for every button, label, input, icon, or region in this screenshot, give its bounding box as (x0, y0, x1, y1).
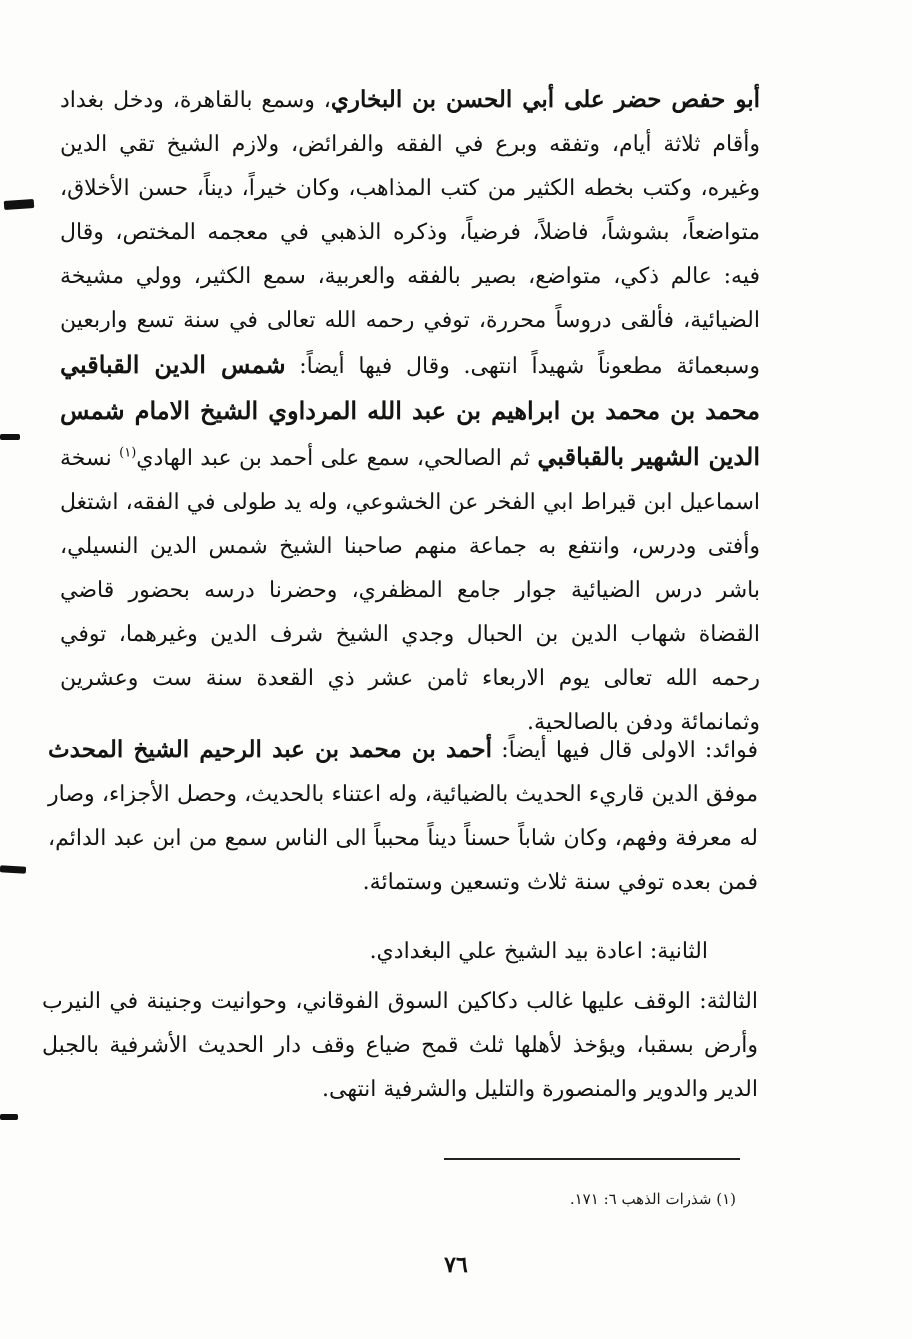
page-number: ٧٦ (444, 1252, 468, 1278)
margin-ink-mark (0, 865, 26, 873)
name-abu-hafs: أبو حفص حضر على أبي الحسن بن البخاري (330, 86, 760, 113)
paragraph-text: الثالثة: الوقف عليها غالب دكاكين السوق الفوقاني، وحوانيت وجنينة في النيرب وأرض بسقبا، ويؤخذ لأهلها ثلث قمح ضياع وقف دار الحديث الأشرفية بالجبل الدير والدوير والمنصورة والتليل والشرفية انتهى. (42, 989, 758, 1102)
paragraph-text: فوائد: الاولى قال فيها أيضاً: (492, 738, 758, 763)
paragraph-text: موفق الدين قاريء الحديث بالضيائية، وله اعتناء بالحديث، وحصل الأجزاء، وصار له معرفة وفهم، وكان شاباً حسناً ديناً محبباً الى الناس سمع من ابن عبد الدائم، فمن بعده توفي سنة ثلاث وتسعين وستمائة. (48, 782, 758, 895)
footnote: (١) شذرات الذهب ٦: ١٧١. (569, 1190, 736, 1208)
paragraph-fawaid-third (42, 980, 758, 1112)
footnote-divider (444, 1158, 740, 1160)
paragraph-fawaid-second (48, 930, 708, 974)
paragraph-text: ثم الصالحي، سمع على أحمد بن عبد الهادي (136, 446, 538, 471)
full-name-muhammad-al-mardawi: محمد بن محمد بن ابراهيم بن عبد الله المرداوي الشيخ الامام شمس الدين الشهير بالقباقبي (60, 396, 760, 471)
paragraph-text: الثانية: اعادة بيد الشيخ علي البغدادي. (369, 939, 708, 964)
name-shams-al-din-al-qabaqibi: شمس الدين القباقبي (60, 350, 286, 379)
margin-ink-mark (0, 434, 20, 440)
paragraph-biography-abu-hafs-and-qabaqibi (60, 78, 760, 745)
margin-ink-mark (4, 199, 35, 210)
footnote-reference: (١) (119, 445, 137, 461)
margin-ink-mark (0, 1114, 18, 1120)
paragraph-text: ، وسمع بالقاهرة، ودخل بغداد وأقام ثلاثة أيام، وتفقه وبرع في الفقه والفرائض، ولازم الشيخ تقي الدين وغيره، وكتب بخطه الكثير من كتب المذاهب، وكان خيراً، ديناً، حسن الأخلاق، متواضعاً، بشوشاً، فاضلاً، فرضياً، وذكره الذهبي في معجمه المختص، وقال فيه: عالم ذكي، متواضع، بصير بالفقه والعربية، سمع الكثير، وولي مشيخة الضيائية، فألقى دروساً محررة، توفي رحمه الله تعالى في سنة تسع واربعين وسبعمائة مطعوناً شهيداً انتهى. وقال فيها أيضاً: (60, 88, 760, 379)
paragraph-fawaid-first (48, 728, 758, 905)
name-ahmad-bin-muhammad: أحمد بن محمد بن عبد الرحيم الشيخ المحدث (48, 736, 493, 763)
paragraph-text: نسخة اسماعيل ابن قيراط ابي الفخر عن الخشوعي، وله يد طولى في الفقه، اشتغل وأفتى ودرس، وانتفع به جماعة منهم صاحبنا الشيخ شمس الدين النسيلي، باشر درس الضيائية جوار جامع المظفري، وحضرنا درسه بحضور قاضي القضاة شهاب الدين بن الحبال وجدي الشيخ شرف الدين وغيرهما، توفي رحمه الله تعالى يوم الاربعاء ثامن عشر ذي القعدة سنة ست وعشرين وثمانمائة ودفن بالصالحية. (60, 446, 760, 735)
